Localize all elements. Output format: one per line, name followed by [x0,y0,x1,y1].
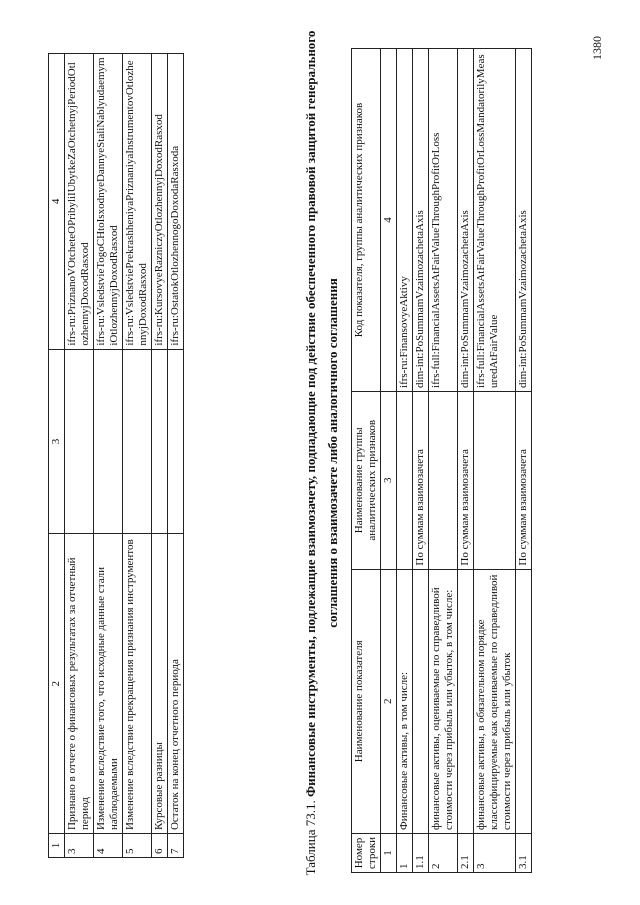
row-group [168,349,184,534]
header-group-name: Наименование группы аналитических признаков [352,391,381,569]
row-code: ifrs-full:FinancialAssetsAtFairValueThroughProfitOrLoss [429,49,458,392]
row-code: dim-int:PoSummamVzaimozachetaAxis [516,49,532,392]
row-group [152,349,168,534]
row-number: 4 [94,834,123,858]
row-code: ifrs-ru:KursovyeRazniczyOtlozhennyjDoxodRasxod [152,54,168,350]
table-row [94,54,123,858]
bottom-table [351,48,532,873]
row-group [123,349,152,534]
row-name: Признано в отчете о финансовых результатах за отчетный период [65,534,94,834]
row-group [397,391,413,569]
row-name: финансовые активы, оцениваемые по справедливой стоимости через прибыль или убыток, в том числе: [429,569,458,833]
row-group [65,349,94,534]
table-row [516,49,532,873]
column-number: 2 [381,569,397,833]
row-code: ifrs-full:FinancialAssetsAtFairValueThroughProfitOrLossMandatorilyMeasuredAtFairValue [474,49,516,392]
table-header-row [352,49,381,873]
column-number: 1 [381,833,397,872]
row-number: 1 [397,833,413,872]
header-indicator-name: Наименование показателя [352,569,381,833]
rotated-page [48,28,588,878]
row-number: 3 [474,833,516,872]
row-group [474,391,516,569]
row-name: Остаток на конец отчетного периода [168,534,184,834]
top-table [48,53,184,858]
header-cell: 1 [49,834,65,858]
header-code: Код показателя, группы аналитических признаков [352,49,381,392]
row-number: 6 [152,834,168,858]
column-number: 4 [381,49,397,392]
header-cell: 2 [49,534,65,834]
row-number: 2 [429,833,458,872]
table-row [65,54,94,858]
row-code: ifrs-ru:OstatokOtlozhennogoDoxodaRasxoda [168,54,184,350]
row-group [94,349,123,534]
row-name [458,569,474,833]
table-row [429,49,458,873]
header-cell: 3 [49,349,65,534]
table-caption [300,28,344,878]
row-name: Изменение вследствие прекращения признания инструментов [123,534,152,834]
row-group: По суммам взаимозачета [413,391,429,569]
row-number: 3.1 [516,833,532,872]
table-row [474,49,516,873]
table-number-row [381,49,397,873]
row-group: По суммам взаимозачета [516,391,532,569]
table-row [458,49,474,873]
table-row [168,54,184,858]
table-row [397,49,413,873]
row-code: ifrs-ru:VsledstviePrekrashheniyaPriznaniyaInstrumentovOtlozhennyjDoxodRasxod [123,54,152,350]
row-number: 3 [65,834,94,858]
row-name [413,569,429,833]
caption-label: Таблица 73.1. [303,800,318,876]
row-name [516,569,532,833]
row-name: Курсовые разницы [152,534,168,834]
row-group: По суммам взаимозачета [458,391,474,569]
row-group [429,391,458,569]
row-name: Финансовые активы, в том числе: [397,569,413,833]
row-number: 5 [123,834,152,858]
table-header-row [49,54,65,858]
table-row [413,49,429,873]
caption-text: Финансовые инструменты, подлежащие взаимозачету, подпадающие под действие обеспеченного правовой защитой генерального соглашения о взаимозачете либо аналогичного соглашения [303,30,340,798]
row-name: финансовые активы, в обязательном порядке классифицируемые как оцениваемые по справедливой стоимости через прибыль или убыток [474,569,516,833]
row-code: dim-int:PoSummamVzaimozachetaAxis [458,49,474,392]
row-number: 7 [168,834,184,858]
column-number: 3 [381,391,397,569]
row-name: Изменение вследствие того, что исходные данные стали наблюдаемыми [94,534,123,834]
row-code: ifrs-ru:VsledstvieTogoCHtoIsxodnyeDannyeStaliNablyudaemymiOtlozhennyjDoxodRasxod [94,54,123,350]
row-code: dim-int:PoSummamVzaimozachetaAxis [413,49,429,392]
header-cell: 4 [49,54,65,350]
table-row [152,54,168,858]
row-code: ifrs-ru:FinansovyeAktivy [397,49,413,392]
row-number: 1.1 [413,833,429,872]
table-row [123,54,152,858]
row-number: 2.1 [458,833,474,872]
row-code: ifrs-ru:PriznanoVOtcheteOPribyliIUbytkeZaOtchetnyjPeriodOtlozhennyjDoxodRasxod [65,54,94,350]
page-number: 1380 [590,36,604,60]
header-row-number: Номер строки [352,833,381,872]
